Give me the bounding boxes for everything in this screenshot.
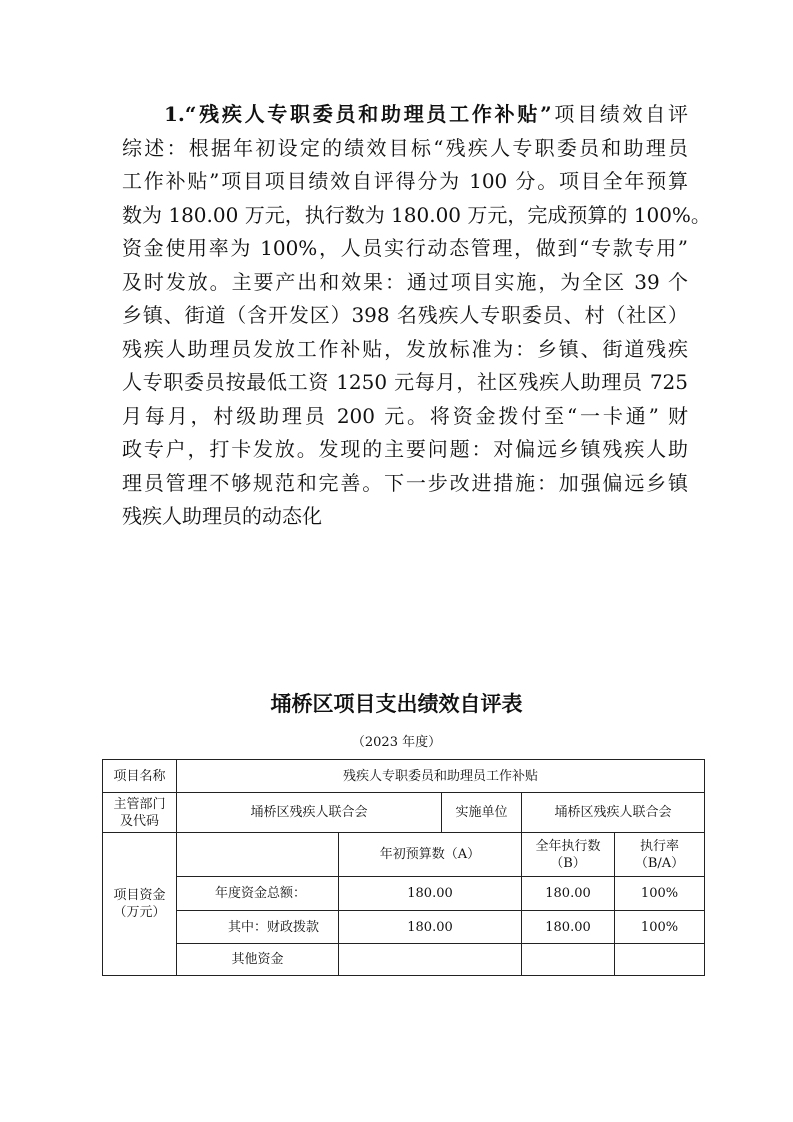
row-rate: 100% (615, 911, 705, 944)
row-exec: 180.00 (522, 911, 615, 944)
paragraph-line: 政专户，打卡发放。发现的主要问题：对偏远乡镇残疾人助 (122, 437, 688, 461)
row-budget (339, 944, 522, 976)
paragraph-heading: 1.“残疾人专职委员和助理员工作补贴” (164, 102, 552, 126)
row-label: 其中：财政拨款 (177, 911, 339, 944)
paragraph-line: 综述：根据年初设定的绩效目标“残疾人专职委员和助理员 (122, 135, 688, 160)
performance-table (102, 759, 705, 976)
row-exec (522, 944, 615, 976)
head-budget: 年初预算数（A） (339, 833, 522, 877)
paragraph-line: 工作补贴”项目项目绩效自评得分为 100 分。项目全年预算 (122, 169, 688, 193)
table-title: 埇桥区项目支出绩效自评表 (270, 692, 523, 716)
table-row (103, 944, 705, 976)
head-exec: 全年执行数 （B） (522, 833, 615, 877)
impl-label: 实施单位 (442, 793, 522, 833)
row-label: 其他资金 (177, 944, 339, 976)
row-budget: 180.00 (339, 877, 522, 911)
paragraph-line: 乡镇、街道（含开发区）398 名残疾人专职委员、村（社区） (122, 303, 688, 327)
empty-cell (177, 833, 339, 877)
table-row (103, 793, 705, 833)
table-year: （2023 年度） (351, 735, 442, 750)
paragraph-line: 理员管理不够规范和完善。下一步改进措施：加强偏远乡镇 (122, 470, 688, 495)
paragraph-line: 资金使用率为 100%，人员实行动态管理，做到“专款专用” (122, 236, 688, 260)
head-rate: 执行率 （B/A） (615, 833, 705, 877)
impl-value: 埇桥区残疾人联合会 (522, 793, 705, 833)
project-name-value: 残疾人专职委员和助理员工作补贴 (177, 760, 705, 793)
paragraph-line: 及时发放。主要产出和效果：通过项目实施，为全区 39 个 (122, 269, 688, 294)
dept-label: 主管部门 及代码 (103, 793, 177, 833)
row-rate (615, 944, 705, 976)
dept-value: 埇桥区残疾人联合会 (177, 793, 442, 833)
row-budget: 180.00 (339, 911, 522, 944)
paragraph-line (122, 98, 688, 132)
project-name-label: 项目名称 (103, 760, 177, 793)
paragraph-line: 数为 180.00 万元，执行数为 180.00 万元，完成预算的 100%。 (122, 202, 711, 227)
paragraph-line: 月每月，村级助理员 200 元。将资金拨付至“一卡通” 财 (122, 403, 688, 428)
funds-label: 项目资金 （万元） (103, 833, 177, 976)
table-row (103, 911, 705, 944)
table-row (103, 833, 705, 877)
paragraph-line: 残疾人助理员的动态化 (122, 504, 322, 528)
paragraph-line: 人专职委员按最低工资 1250 元每月，社区残疾人助理员 725 (122, 370, 688, 394)
table-row (103, 877, 705, 911)
row-exec: 180.00 (522, 877, 615, 911)
table-row (103, 760, 705, 793)
row-label: 年度资金总额： (177, 877, 339, 911)
summary-paragraph (122, 98, 711, 534)
row-rate: 100% (615, 877, 705, 911)
paragraph-text: 项目绩效自评 (551, 102, 689, 126)
paragraph-line: 残疾人助理员发放工作补贴，发放标准为：乡镇、街道残疾 (122, 336, 688, 361)
